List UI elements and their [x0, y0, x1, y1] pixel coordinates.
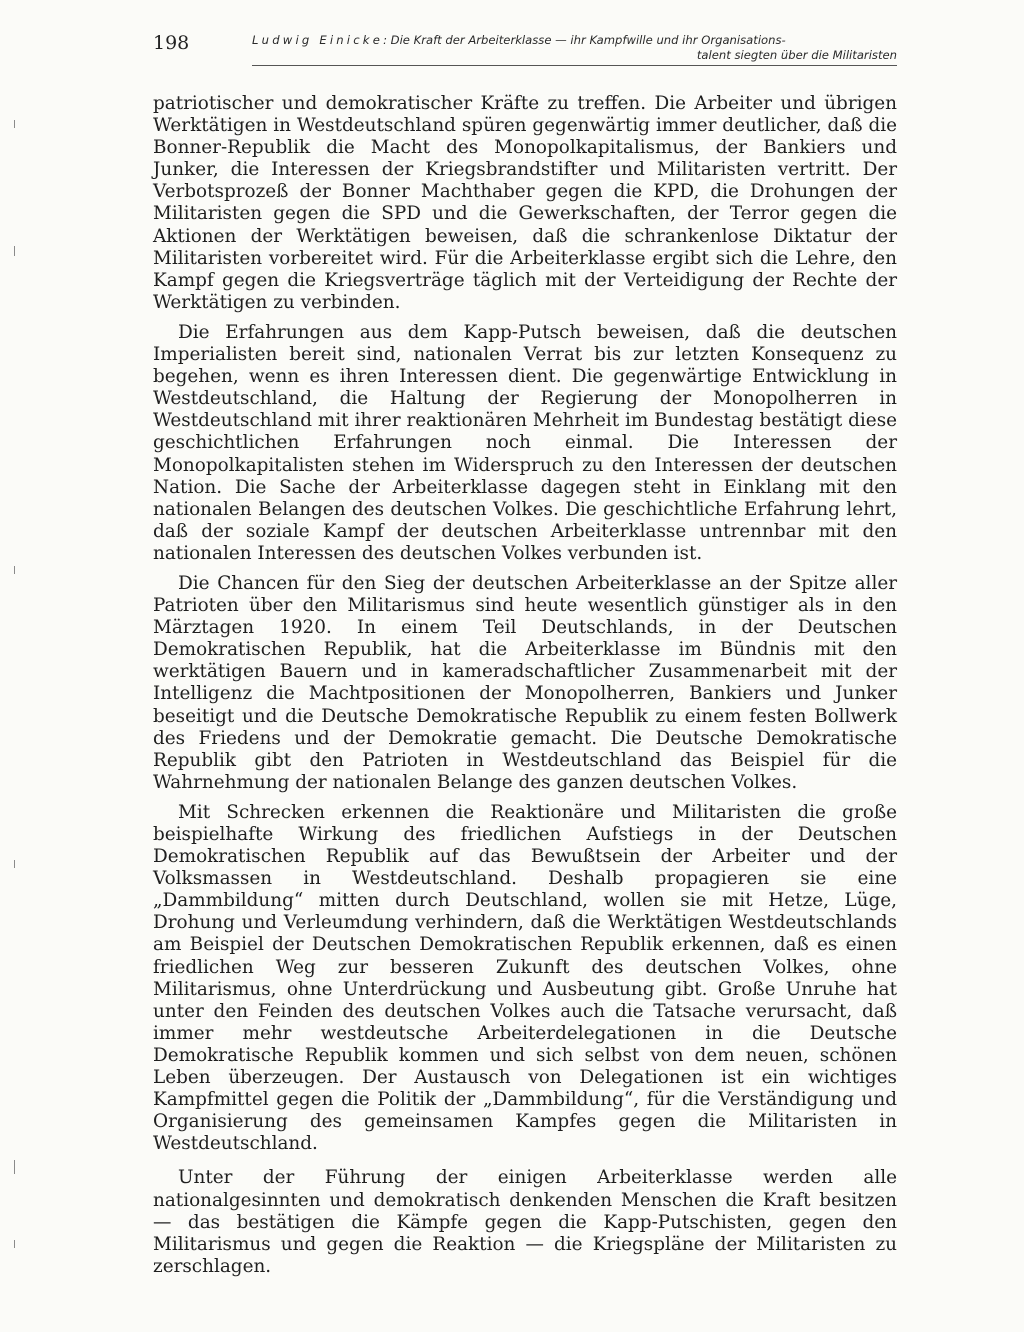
running-head-title-part-2: talent siegten über die Militaristen: [696, 48, 897, 62]
margin-scan-mark: [14, 860, 15, 868]
page-number: 198: [153, 32, 190, 54]
running-head-author: Ludwig Einicke: [252, 33, 384, 47]
paragraph-dammbildung: Mit Schrecken erkennen die Reaktionäre und Militaristen die große beispielhafte Wirkung des friedlichen Aufstiegs in der Deutschen Demokratischen Republik auf das Bewußtsein der Arbeiter und der Volksmassen in Westdeutschland. Deshalb propagieren sie eine „Dammbildung“ mitten durch Deutschland, wollen sie mit Hetze, Lüge, Drohung und Verleumdung verhindern, daß die Werktätigen Westdeutschlands am Beispiel der Deutschen Demokratischen Republik erkennen, daß es einen friedlichen Weg zur besseren Zukunft des deutschen Volkes, ohne Militarismus, ohne Unterdrückung und Ausbeutung gibt. Große Unruhe hat unter den Feinden des deutschen Volkes auch die Tatsache verursacht, daß immer mehr westdeutsche Arbeiterdelegationen in die Deutsche Demokratische Republik kommen und sich selbst von dem neuen, schönen Leben überzeugen. Der Austausch von Delegationen ist ein wichtiges Kampfmittel gegen die Politik der „Dammbildung“, für die Verständigung und Organisierung des gemeinsamen Kampfes gegen die Militaristen in Westdeutschland.: [153, 801, 897, 1155]
paragraph-chances-for-victory: Die Chancen für den Sieg der deutschen Arbeiterklasse an der Spitze aller Patrioten über den Militarismus sind heute wesentlich günstiger als in den Märztagen 1920. In einem Teil Deutschlands, in der Deutschen Demokratischen Republik, hat die Arbeiterklasse im Bündnis mit den werktätigen Bauern und in kameradschaftlicher Zusammenarbeit mit der Intelligenz die Machtpositionen der Monopolherren, Bankiers und Junker beseitigt und die Deutsche Demokratische Republik zu einem festen Bollwerk des Friedens und der Demokratie gemacht. Die Deutsche Demokratische Republik gibt den Patrioten in Westdeutschland das Beispiel für die Wahrnehmung der nationalen Belange des ganzen deutschen Volkes.: [153, 572, 897, 793]
running-head: [252, 33, 897, 66]
paragraph-conclusion: Unter der Führung der einigen Arbeiterklasse werden alle nationalgesinnten und demokratisch denkenden Menschen die Kraft besitzen — das bestätigen die Kämpfe gegen die Kapp-Putschisten, gegen den Militarismus und gegen die Reaktion — die Kriegspläne der Militaristen zu zerschlagen.: [153, 1167, 897, 1277]
paragraph-continuation: patriotischer und demokratischer Kräfte zu treffen. Die Arbeiter und übrigen Werktätigen in Westdeutschland spüren gegenwärtig immer deutlicher, daß die Bonner-Republik die Macht des Monopolkapitalismus, der Bankiers und Junker, die Interessen der Kriegsbrandstifter und Militaristen vertritt. Der Verbotsprozeß der Bonner Machthaber gegen die KPD, die Drohungen der Militaristen gegen die SPD und die Gewerkschaften, der Terror gegen die Aktionen der Werktätigen beweisen, daß die schrankenlose Diktatur der Militaristen vorbereitet wird. Für die Arbeiterklasse ergibt sich die Lehre, den Kampf gegen die Kriegsverträge täglich mit der Verteidigung der Rechte der Werktätigen zu verbinden.: [153, 93, 897, 313]
margin-scan-mark: [14, 246, 15, 256]
running-head-title-part-1: : Die Kraft der Arbeiterklasse — ihr Kampfwille und ihr Organisations-: [383, 33, 786, 47]
body-text: [153, 93, 897, 1278]
margin-scan-mark: [14, 120, 15, 128]
margin-scan-mark: [14, 1160, 15, 1174]
margin-scan-mark: [14, 1240, 15, 1248]
paragraph-kapp-putsch-lessons: Die Erfahrungen aus dem Kapp-Putsch beweisen, daß die deutschen Imperialisten bereit sind, nationalen Verrat bis zur letzten Konsequenz zu begehen, wenn es ihren Interessen dient. Die gegenwärtige Entwicklung in Westdeutschland, die Haltung der Regierung der Monopolherren in Westdeutschland mit ihrer reaktionären Mehrheit im Bundestag bestätigt diese geschichtlichen Erfahrungen noch einmal. Die Interessen der Monopolkapitalisten stehen im Widerspruch zu den Interessen der deutschen Nation. Die Sache der Arbeiterklasse dagegen steht in Einklang mit den nationalen Belangen des deutschen Volkes. Die geschichtliche Erfahrung lehrt, daß der soziale Kampf der deutschen Arbeiterklasse untrennbar mit den nationalen Interessen des deutschen Volkes verbunden ist.: [153, 321, 898, 564]
running-head-line-1: [252, 33, 897, 48]
margin-scan-mark: [14, 566, 15, 574]
